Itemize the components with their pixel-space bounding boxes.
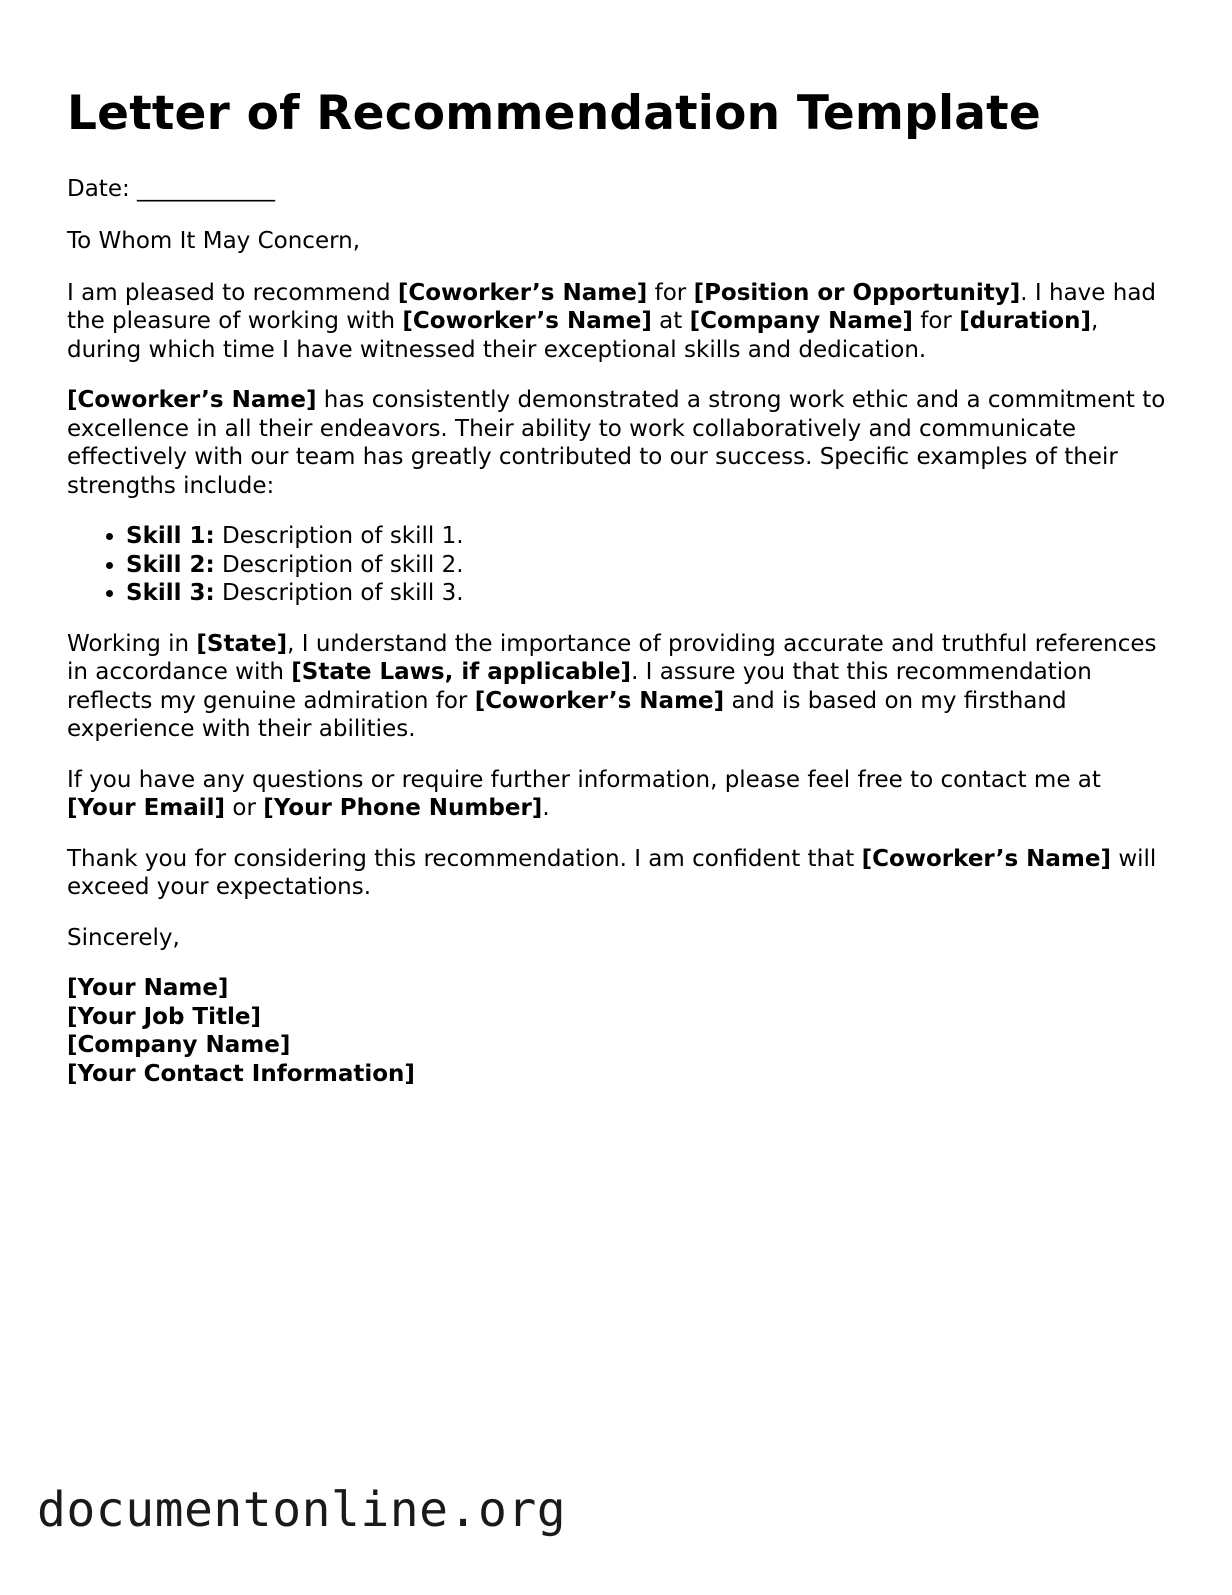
date-blank: ____________	[137, 176, 276, 202]
signature-block	[67, 974, 1167, 1088]
state-paragraph: Working in [State], I understand the importance of providing accurate and truthful references in accordance with [State Laws, if applicable]. I assure you that this recommendation reflects my genuine admiration for [Coworker’s Name] and is based on my firsthand experience with their abilities.	[67, 630, 1157, 742]
thanks-paragraph: Thank you for considering this recommendation. I am confident that [Coworker’s Name] will exceed your expectations.	[67, 845, 1157, 900]
placeholder-position: [Position or Opportunity]	[693, 279, 1021, 306]
placeholder-coworker-name: [Coworker’s Name]	[402, 308, 652, 334]
date-line	[67, 174, 1167, 204]
placeholder-company-name: [Company Name]	[689, 308, 913, 334]
signature-name: [Your Name]	[67, 975, 229, 1001]
placeholder-coworker-name: [Coworker’s Name]	[397, 279, 648, 306]
list-item: • Skill 3: Description of skill 3.	[126, 579, 1167, 608]
placeholder-coworker-name: [Coworker’s Name]	[67, 387, 317, 413]
placeholder-coworker-name: [Coworker’s Name]	[474, 687, 725, 714]
watermark: documentonline.org	[37, 1482, 567, 1538]
letter-page	[67, 82, 1167, 1088]
signature-company: [Company Name]	[67, 1032, 291, 1058]
placeholder-state: [State]	[196, 630, 288, 657]
placeholder-state-laws: [State Laws, if applicable]	[291, 659, 632, 685]
page-title: Letter of Recommendation Template	[67, 86, 1041, 141]
contact-paragraph: If you have any questions or require further information, please feel free to contact me at [Your Email] or [Your Phone Number].	[67, 766, 1101, 821]
list-item: • Skill 1: Description of skill 1.	[126, 522, 1167, 551]
date-label: Date:	[67, 176, 130, 202]
intro-paragraph: I am pleased to recommend [Coworker’s Name] for [Position or Opportunity]. I have had the pleasure of working with [Coworker’s Name] at [Company Name] for [duration], during which time I have witnessed their exceptional skills and dedication.	[67, 279, 1157, 363]
placeholder-phone: [Your Phone Number]	[263, 795, 543, 821]
placeholder-coworker-name: [Coworker’s Name]	[861, 845, 1112, 872]
list-item: • Skill 2: Description of skill 2.	[126, 551, 1167, 580]
signature-job-title: [Your Job Title]	[67, 1003, 261, 1030]
placeholder-email: [Your Email]	[67, 795, 226, 821]
skills-list	[67, 522, 1167, 608]
signature-contact: [Your Contact Information]	[67, 1060, 415, 1087]
strengths-paragraph: [Coworker’s Name] has consistently demonstrated a strong work ethic and a commitment to excellence in all their endeavors. Their ability to work collaboratively and communicate effectively with our team has greatly contributed to our success. Specific examples of their strengths include:	[67, 387, 1166, 499]
greeting: To Whom It May Concern,	[67, 228, 361, 254]
placeholder-duration: [duration]	[959, 308, 1091, 334]
closing: Sincerely,	[67, 924, 180, 951]
